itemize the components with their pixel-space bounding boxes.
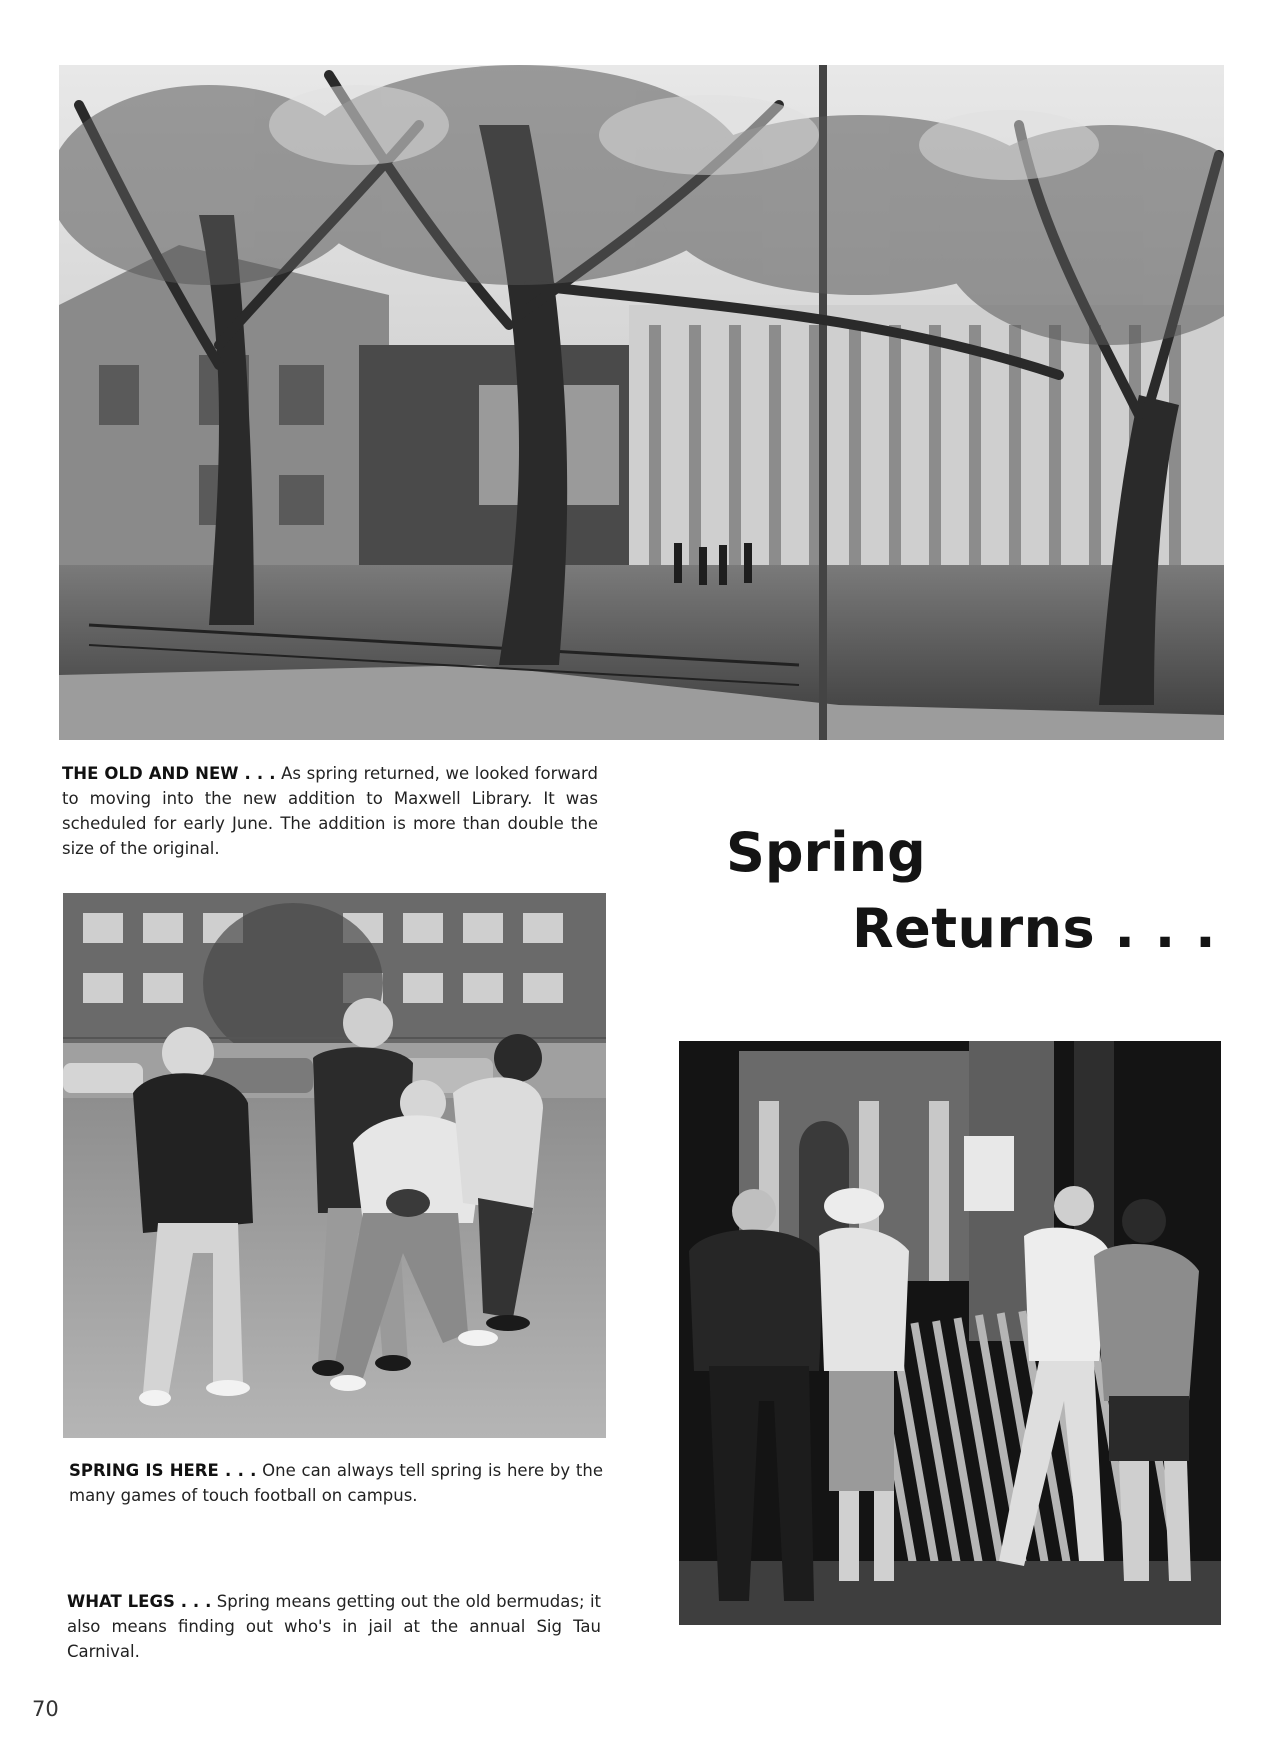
headline-spring: Spring bbox=[726, 821, 926, 884]
library-photo-image bbox=[59, 65, 1224, 740]
touch-football-photo bbox=[63, 893, 606, 1438]
caption-what-legs bbox=[67, 1589, 601, 1664]
library-photo bbox=[59, 65, 1224, 740]
touch-football-photo-image bbox=[63, 893, 606, 1438]
caption-what-legs-text: Spring means getting out the old bermudas; it also means finding out who's in jail at the annual Sig Tau Carnival. bbox=[67, 1592, 601, 1661]
caption-spring-is-here bbox=[69, 1458, 603, 1508]
caption-spring-is-here-text: One can always tell spring is here by the many games of touch football on campus. bbox=[69, 1461, 603, 1505]
caption-old-and-new bbox=[62, 761, 598, 861]
caption-old-and-new-text: As spring returned, we looked forward to moving into the new addition to Maxwell Library. It was scheduled for early June. The addition is more than double the size of the original. bbox=[62, 764, 598, 858]
caption-old-and-new-lead: THE OLD AND NEW . . . bbox=[62, 764, 276, 783]
carnival-jail-photo-image bbox=[679, 1041, 1221, 1625]
caption-what-legs-lead: WHAT LEGS . . . bbox=[67, 1592, 212, 1611]
page-number: 70 bbox=[32, 1697, 59, 1721]
caption-spring-is-here-lead: SPRING IS HERE . . . bbox=[69, 1461, 257, 1480]
headline-returns: Returns . . . bbox=[852, 897, 1217, 960]
carnival-jail-photo bbox=[679, 1041, 1221, 1625]
